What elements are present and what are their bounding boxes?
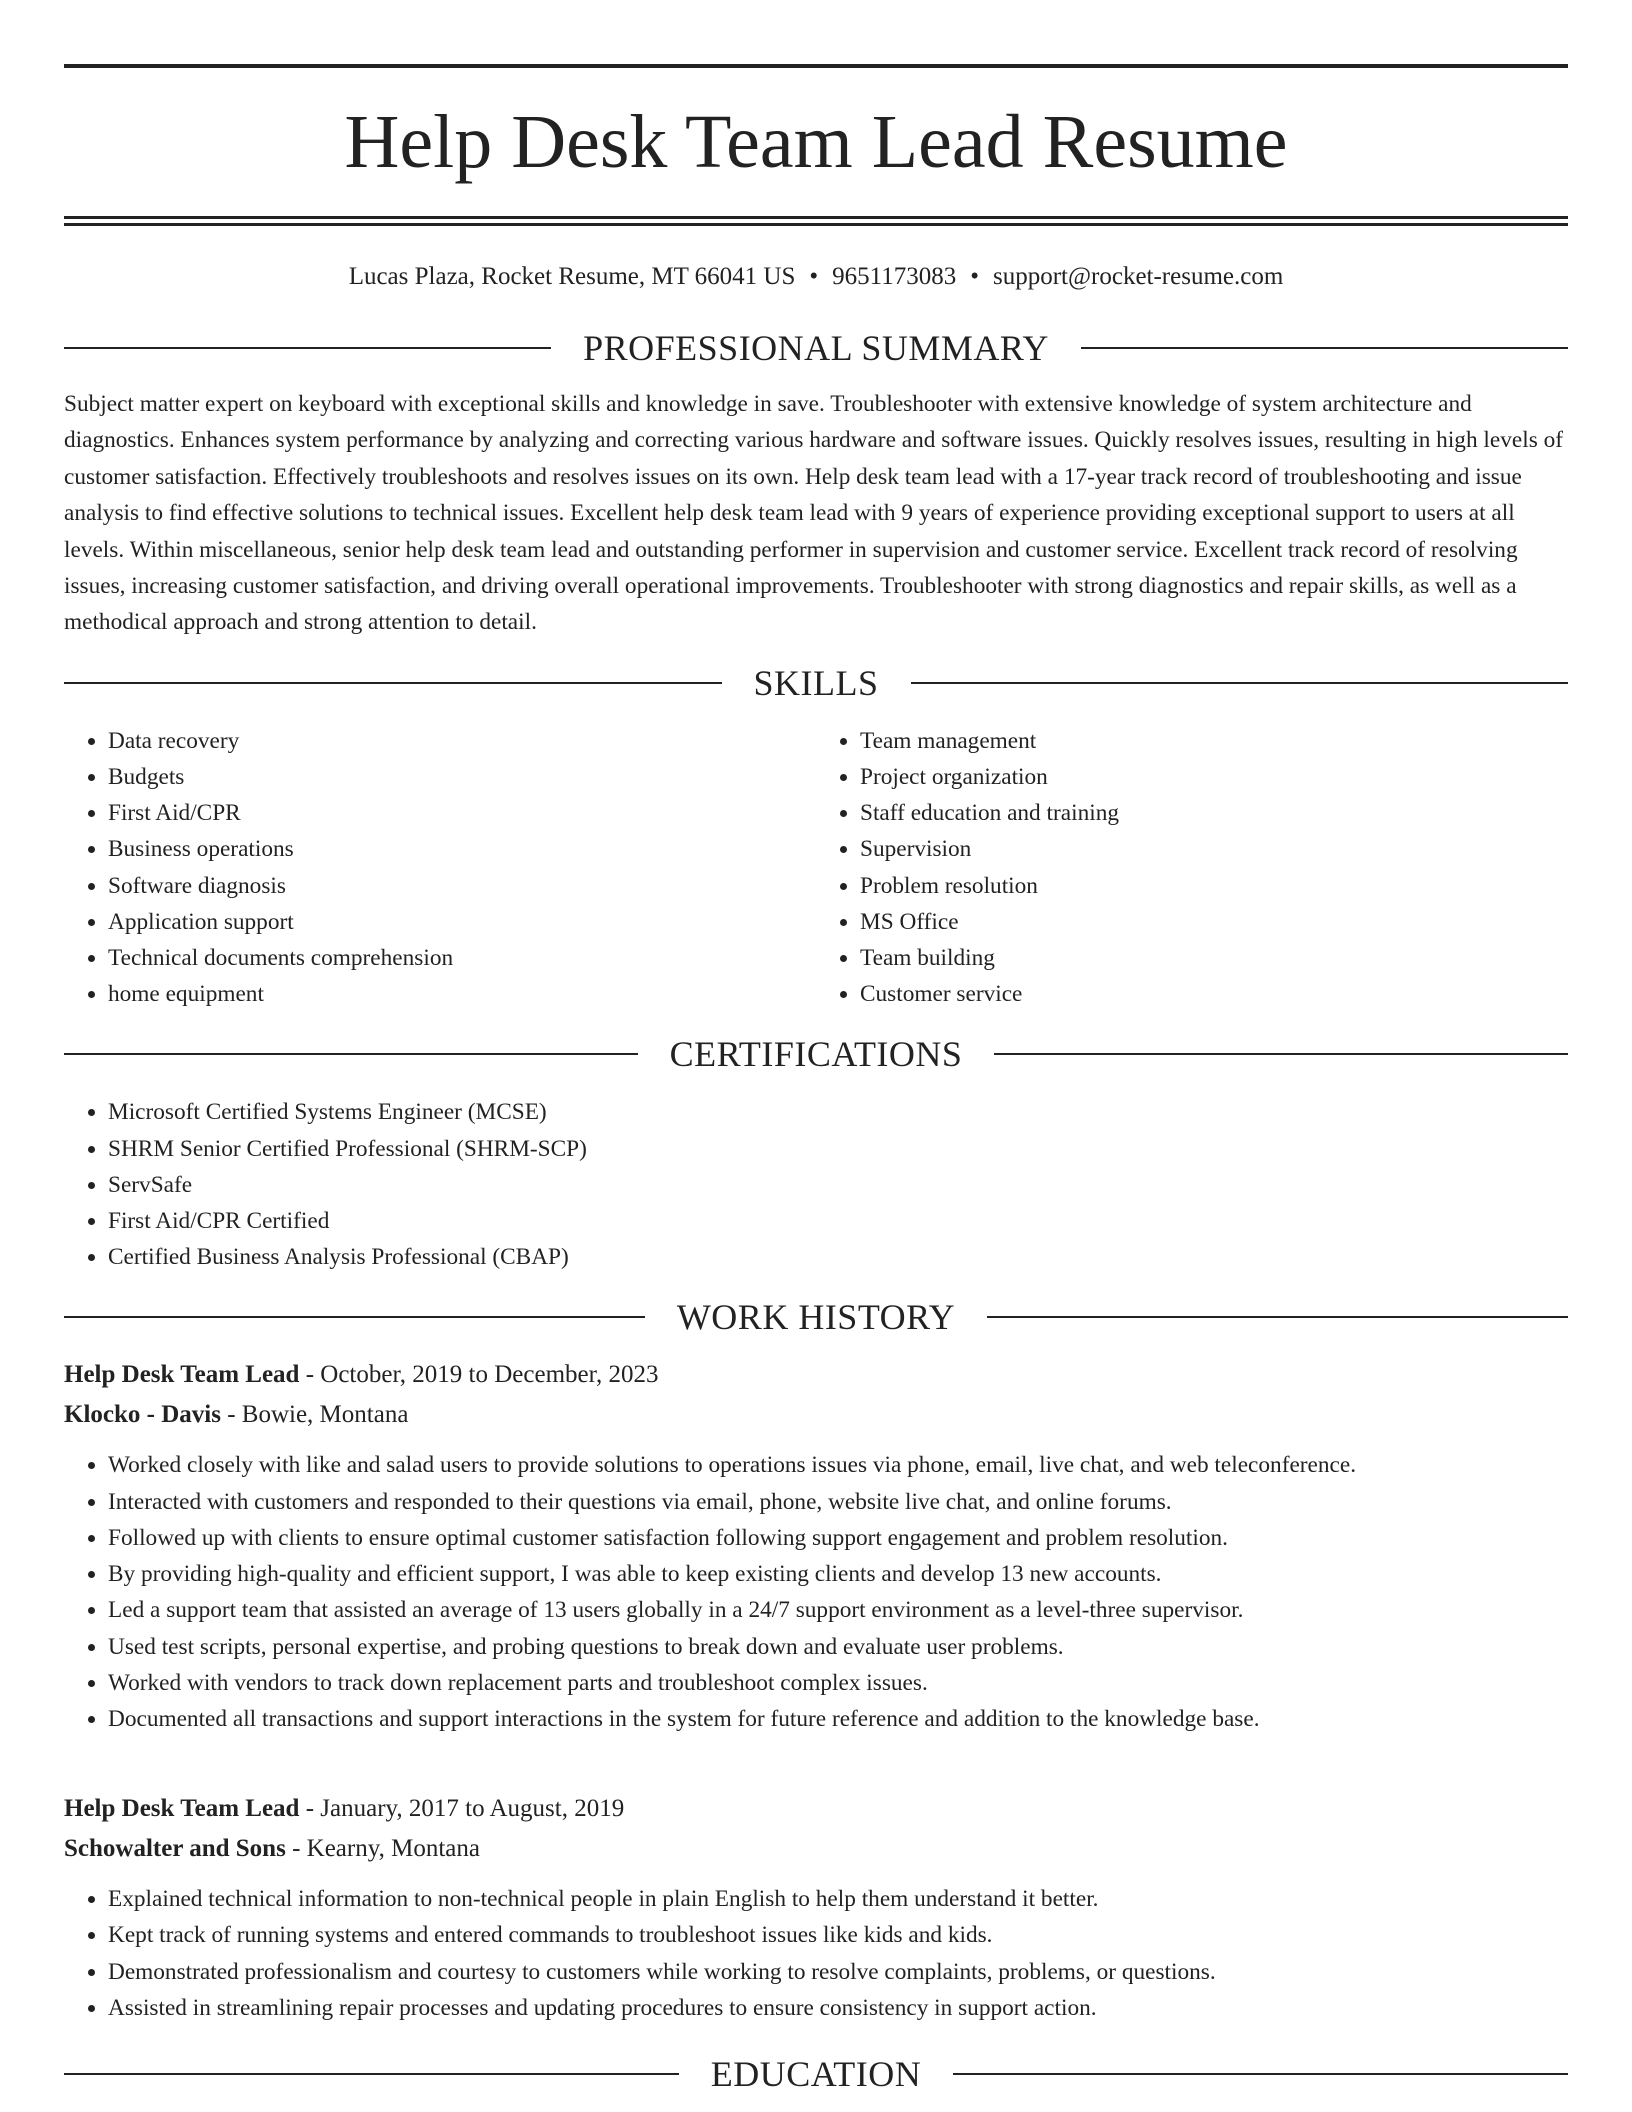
section-rule <box>1081 347 1568 349</box>
skill-item: • Budgets <box>108 759 816 795</box>
skill-item: • Customer service <box>860 976 1568 1012</box>
skill-item: • Business operations <box>108 831 816 867</box>
skills-list-right <box>816 723 1568 1013</box>
job-bullet: • Worked closely with like and salad users to provide solutions to operations issues via phone, email, live chat, and web teleconference. <box>108 1447 1568 1483</box>
contact-phone[interactable]: 9651173083 <box>832 263 957 290</box>
section-rule <box>64 347 551 349</box>
resume-page <box>64 64 1568 2094</box>
skill-item: • Project organization <box>860 759 1568 795</box>
section-title: CERTIFICATIONS <box>669 1034 963 1075</box>
summary-text: Subject matter expert on keyboard with exceptional skills and knowledge in save. Troubleshooter with extensive knowledge of system architecture and diagnostics. Enhances system performance by analyzing and correcting various hardware and software issues. Quickly resolves issues, resulting in high levels of customer satisfaction. Effectively troubleshoots and resolves issues on its own. Help desk team lead with a 17-year track record of troubleshooting and issue analysis to find effective solutions to technical issues. Excellent help desk team lead with 9 years of experience providing exceptional support to users at all levels. Within miscellaneous, senior help desk team lead and outstanding performer in supervision and customer service. Excellent track record of resolving issues, increasing customer satisfaction, and driving overall operational improvements. Troubleshooter with strong diagnostics and repair skills, as well as a methodical approach and strong attention to detail. <box>64 391 1563 636</box>
skill-item: • Technical documents comprehension <box>108 940 816 976</box>
certification-item: • Certified Business Analysis Professional (CBAP) <box>108 1239 1568 1275</box>
job-company-line <box>64 1395 1568 1435</box>
job-bullet: • Assisted in streamlining repair processes and updating procedures to ensure consistency in support action. <box>108 1990 1568 2026</box>
section-rule <box>994 1053 1568 1055</box>
certification-item: • First Aid/CPR Certified <box>108 1203 1568 1239</box>
job-bullet: • Followed up with clients to ensure optimal customer satisfaction following support engagement and problem resolution. <box>108 1520 1568 1556</box>
job-bullet: • Interacted with customers and responded to their questions via email, phone, website live chat, and online forums. <box>108 1484 1568 1520</box>
job-bullet: • Kept track of running systems and entered commands to troubleshoot issues like kids and kids. <box>108 1917 1568 1953</box>
job-bullet: • Worked with vendors to track down replacement parts and troubleshoot complex issues. <box>108 1665 1568 1701</box>
job-bullet: • Demonstrated professionalism and courtesy to customers while working to resolve complaints, problems, or questions. <box>108 1954 1568 1990</box>
skill-item: • home equipment <box>108 976 816 1012</box>
job-bullet: • Used test scripts, personal expertise, and probing questions to break down and evaluate user problems. <box>108 1629 1568 1665</box>
skills-list-left <box>64 723 816 1013</box>
job-spacer <box>64 1737 1568 1771</box>
section-title: PROFESSIONAL SUMMARY <box>583 328 1049 368</box>
skills-columns <box>64 723 1568 1013</box>
section-title: EDUCATION <box>710 2053 922 2094</box>
section-rule <box>64 2073 679 2075</box>
contact-email[interactable]: support@rocket-resume.com <box>993 263 1284 290</box>
job-entry <box>64 1355 1568 1737</box>
skill-item: • Software diagnosis <box>108 868 816 904</box>
skill-item: • MS Office <box>860 904 1568 940</box>
skill-item: • Problem resolution <box>860 868 1568 904</box>
section-rule <box>64 1053 638 1055</box>
skill-item: • Data recovery <box>108 723 816 759</box>
certification-item: • SHRM Senior Certified Professional (SHRM-SCP) <box>108 1131 1568 1167</box>
contact-separator: • <box>970 263 979 290</box>
job-dates: - January, 2017 to August, 2019 <box>299 1795 625 1823</box>
certification-item: • ServSafe <box>108 1167 1568 1203</box>
skill-item: • Team building <box>860 940 1568 976</box>
section-header-skills <box>64 663 1568 703</box>
double-rule <box>64 216 1568 226</box>
job-role-line <box>64 1355 1568 1395</box>
section-header-work-history <box>64 1297 1568 1337</box>
contact-address: Lucas Plaza, Rocket Resume, MT 66041 US <box>348 263 796 290</box>
job-bullet: • By providing high-quality and efficient support, I was able to keep existing clients and develop 13 new accounts. <box>108 1556 1568 1592</box>
section-header-education <box>64 2054 1568 2094</box>
section-header-summary <box>64 328 1568 368</box>
job-company-line <box>64 1829 1568 1869</box>
section-rule <box>64 682 722 684</box>
job-bullets <box>64 1447 1568 1737</box>
job-location: - Kearny, Montana <box>285 1835 480 1863</box>
job-entry <box>64 1737 1568 2026</box>
job-company: Schowalter and Sons <box>64 1835 286 1863</box>
job-bullet: • Documented all transactions and support interactions in the system for future reference and addition to the knowledge base. <box>108 1701 1568 1737</box>
job-role: Help Desk Team Lead <box>64 1361 300 1389</box>
section-rule <box>987 1316 1568 1318</box>
section-title: SKILLS <box>753 662 879 703</box>
resume-title: Help Desk Team Lead Resume <box>344 100 1288 184</box>
section-rule <box>953 2073 1568 2075</box>
certifications-list <box>64 1094 1568 1275</box>
skill-item: • Staff education and training <box>860 795 1568 831</box>
job-location: - Bowie, Montana <box>220 1401 409 1429</box>
section-rule <box>911 682 1569 684</box>
work-history-list <box>64 1355 1568 2025</box>
skill-item: • First Aid/CPR <box>108 795 816 831</box>
section-title: WORK HISTORY <box>676 1297 956 1338</box>
contact-line <box>64 262 1568 292</box>
skill-item: • Team management <box>860 723 1568 759</box>
certification-item: • Microsoft Certified Systems Engineer (MCSE) <box>108 1094 1568 1130</box>
job-role: Help Desk Team Lead <box>64 1795 300 1823</box>
skill-item: • Supervision <box>860 831 1568 867</box>
job-company: Klocko - Davis <box>64 1401 221 1429</box>
contact-separator: • <box>809 263 819 290</box>
job-role-line <box>64 1789 1568 1829</box>
skill-item: • Application support <box>108 904 816 940</box>
job-dates: - October, 2019 to December, 2023 <box>299 1361 659 1389</box>
job-bullets <box>64 1881 1568 2026</box>
section-header-certifications <box>64 1034 1568 1074</box>
job-bullet: • Led a support team that assisted an average of 13 users globally in a 24/7 support environment as a level-three supervisor. <box>108 1592 1568 1628</box>
top-rule <box>64 64 1568 68</box>
section-rule <box>64 1316 645 1318</box>
job-bullet: • Explained technical information to non-technical people in plain English to help them understand it better. <box>108 1881 1568 1917</box>
